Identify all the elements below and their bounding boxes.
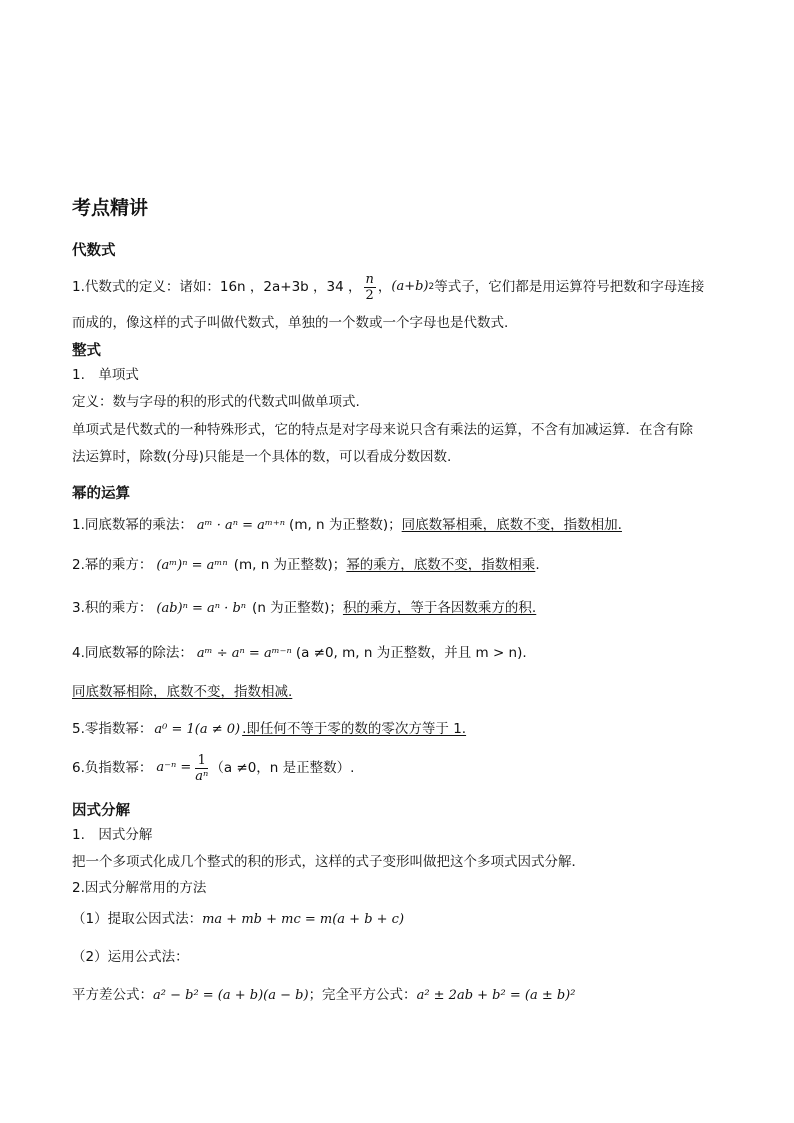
method-formula: ma + mb + mc = m(a + b + c) [202,912,405,927]
formula-line [72,986,575,1005]
perfect-square-formula: a² ± 2ab + b² = (a ± b)² [416,988,576,1003]
rule-power-of-product [72,599,536,618]
rule-label: 5.零指数幂： [72,721,153,737]
rule-condition: (m, n 为正整数)； [289,517,402,533]
rule-formula-lhs: a⁻ⁿ = [156,760,192,775]
method-common-factor [72,910,404,929]
rule-label: 1.同底数幂的乘法： [72,517,193,533]
perfect-square-label: ；完全平方公式： [308,987,417,1003]
monomial-paragraph-line2: 法运算时，除数(分母)只能是一个具体的数，可以看成分数因数. [72,449,452,465]
section-heading-factor: 因式分解 [72,803,130,819]
rule-condition: （a ≠0，n 是正整数）. [210,760,355,776]
rule-formula: a⁰ = 1(a ≠ 0) [154,722,241,737]
rule-note: 幂的乘方，底数不变，指数相乘 [346,557,536,573]
subheading-monomial: 1. 单项式 [72,367,139,383]
difference-of-squares-label: 平方差公式： [72,987,153,1003]
rule-end: . [535,557,540,573]
method-label: （1）提取公因式法： [72,911,203,927]
rule-note: .即任何不等于零的数的零次方等于 1. [242,721,467,737]
rule-formula: (ab)ⁿ = aⁿ · bⁿ [156,601,247,616]
rule-condition: (a ≠0, m, n 为正整数，并且 m > n). [295,645,527,661]
algebraic-definition-line2: 而成的，像这样的式子叫做代数式，单独的一个数或一个字母也是代数式. [72,315,509,331]
rule-label: 6.负指数幂： [72,760,153,776]
rule-formula: aᵐ · aⁿ = aᵐ⁺ⁿ [196,518,286,533]
page-title: 考点精讲 [72,197,149,219]
fraction-denominator: aⁿ [195,768,209,784]
algebraic-definition-line1: 1.代数式的定义：诸如：16n ，2a+3b ，34 ， $\frac{n}{2}$ ， (a+b) 2 等式子，它们都是用运算符号把数和字母连接 [72,271,705,303]
def-suffix: 等式子，它们都是用运算符号把数和字母连接 [434,279,705,295]
section-heading-integral: 整式 [72,343,101,359]
rule-label: 3.积的乘方： [72,600,153,616]
monomial-definition: 定义：数与字母的积的形式的代数式叫做单项式. [72,394,360,410]
section-heading-algebraic: 代数式 [72,243,116,259]
difference-of-squares-formula: a² − b² = (a + b)(a − b) [153,988,309,1003]
rule-note: 同底数幂相乘，底数不变，指数相加. [401,517,622,533]
method-formula-label: （2）运用公式法： [72,949,189,965]
factorization-definition: 把一个多项式化成几个整式的积的形式，这样的式子变形叫做把这个多项式因式分解． [72,854,585,870]
fraction-one-over-a-n [195,753,208,784]
rule-condition: (n 为正整数)； [252,600,343,616]
rule-note: 积的乘方，等于各因数乘方的积. [342,600,537,616]
expression-a-plus-b: (a+b) [391,279,429,294]
section-heading-power: 幂的运算 [72,486,130,502]
def-prefix: 1.代数式的定义：诸如：16n ，2a+3b ，34 ， [72,279,362,295]
subheading-factorization: 1. 因式分解 [72,827,153,843]
rule-power-of-power [72,556,540,575]
rule-negative-exponent [72,750,354,786]
fraction-numerator: 1 [195,753,208,769]
rule-label: 4.同底数幂的除法： [72,645,193,661]
rule-product-same-base [72,516,622,535]
fraction-n-over-2 [364,272,376,303]
subheading-methods: 2.因式分解常用的方法 [72,880,207,896]
rule-condition: (m, n 为正整数)； [233,557,347,573]
fraction-numerator: n [365,271,374,287]
rule-label: 2.幂的乘方： [72,557,153,573]
separator: ， [377,279,392,295]
fraction-denominator: 2 [365,287,374,303]
monomial-paragraph-line1: 单项式是代数式的一种特殊形式，它的特点是对字母来说只含有乘法的运算，不含有加减运算．在含有除 [72,422,693,438]
rule-formula: aᵐ ÷ aⁿ = aᵐ⁻ⁿ [196,646,292,661]
rule-quotient-note: 同底数幂相除，底数不变，指数相减. [72,684,293,700]
rule-formula: (aᵐ)ⁿ = aᵐⁿ [156,558,228,573]
rule-quotient-same-base [72,644,527,663]
rule-zero-exponent [72,720,466,739]
